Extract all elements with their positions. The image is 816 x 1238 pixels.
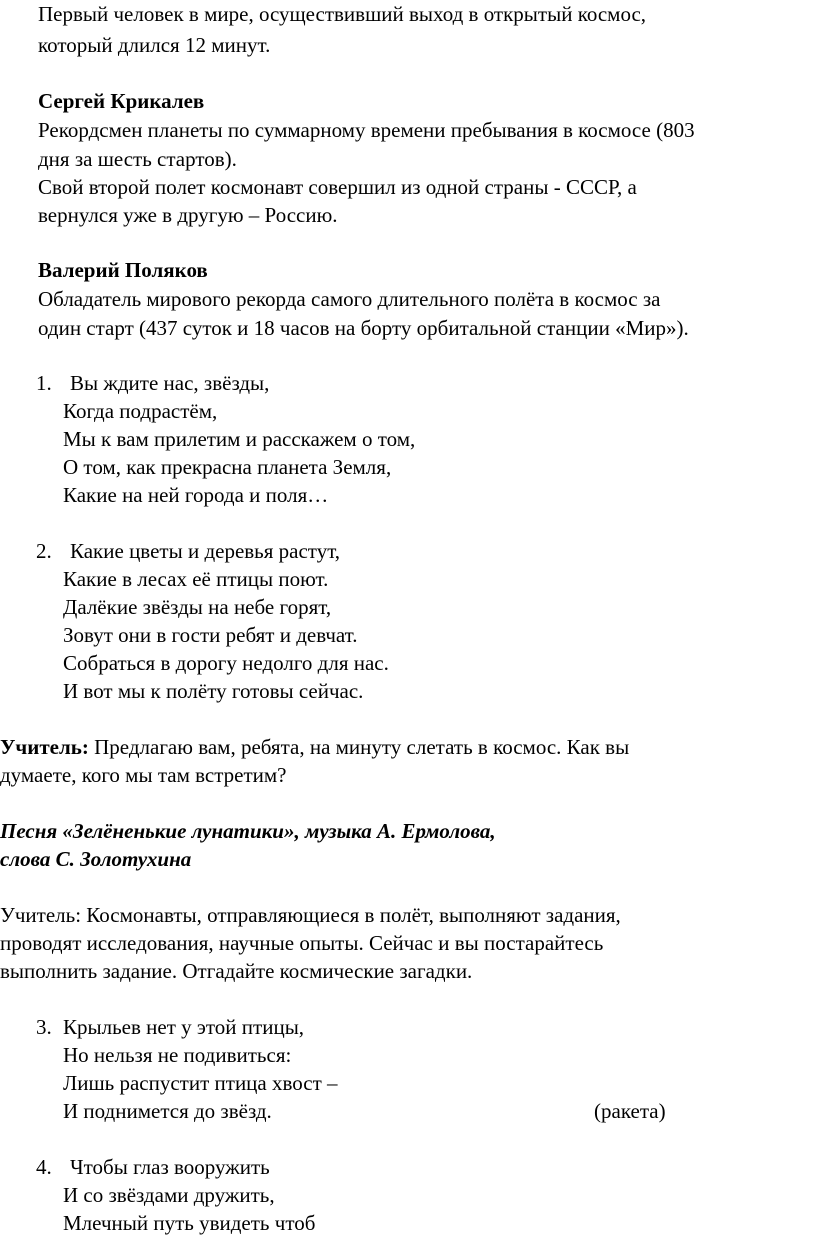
teacher-2-line-1: Учитель: Космонавты, отправляющиеся в полёт, выполняют задания, (0, 903, 621, 927)
polyakov-name: Валерий Поляков (38, 258, 208, 282)
krikalev-line-3: Свой второй полет космонавт совершил из одной страны - СССР, а (38, 175, 637, 199)
riddle-3-line: Но нельзя не подивиться: (63, 1043, 292, 1067)
teacher-label: Учитель: (0, 735, 89, 759)
riddle-3-line: Крыльев нет у этой птицы, (63, 1015, 305, 1039)
poem-2-line: Собраться в дорогу недолго для нас. (63, 651, 389, 675)
poem-2-number: 2. (36, 539, 52, 563)
teacher-1-line-2: думаете, кого мы там встретим? (0, 763, 287, 787)
poem-2-line: Какие цветы и деревья растут, (70, 539, 341, 563)
poem-1-number: 1. (36, 371, 52, 395)
krikalev-line-1: Рекордсмен планеты по суммарному времени пребывания в космосе (803 (38, 118, 695, 142)
riddle-4-line: Чтобы глаз вооружить (70, 1155, 270, 1179)
riddle-4-number: 4. (36, 1155, 52, 1179)
poem-1-line: О том, как прекрасна планета Земля, (63, 455, 392, 479)
poem-1-line: Когда подрастём, (63, 399, 218, 423)
polyakov-line-1: Обладатель мирового рекорда самого длительного полёта в космос за (38, 287, 661, 311)
teacher-1-text: Предлагаю вам, ребята, на минуту слетать в космос. Как вы (88, 735, 630, 759)
krikalev-line-2: дня за шесть стартов). (38, 147, 237, 171)
krikalev-line-4: вернулся уже в другую – Россию. (38, 203, 338, 227)
poem-1-line: Какие на ней города и поля… (63, 483, 329, 507)
poem-2-line: И вот мы к полёту готовы сейчас. (63, 679, 364, 703)
song-title-line-2: слова С. Золотухина (0, 847, 192, 871)
poem-1-line: Мы к вам прилетим и расскажем о том, (63, 427, 416, 451)
intro-line-2: который длился 12 минут. (38, 33, 271, 57)
poem-2-line: Зовут они в гости ребят и девчат. (63, 623, 358, 647)
riddle-3-answer: (ракета) (594, 1099, 666, 1123)
poem-2-line: Далёкие звёзды на небе горят, (63, 595, 332, 619)
song-title-line-1: Песня «Зелёненькие лунатики», музыка А. Ермолова, (0, 819, 496, 843)
poem-2-line: Какие в лесах её птицы поют. (63, 567, 329, 591)
riddle-4-line: И со звёздами дружить, (63, 1183, 275, 1207)
riddle-3-number: 3. (36, 1015, 52, 1039)
riddle-4-line: Млечный путь увидеть чтоб (63, 1211, 316, 1235)
intro-line-1: Первый человек в мире, осуществивший выход в открытый космос, (38, 2, 647, 26)
riddle-3-line: Лишь распустит птица хвост – (63, 1071, 338, 1095)
teacher-1-line-1 (0, 733, 629, 761)
riddle-3-line: И поднимется до звёзд. (63, 1099, 272, 1123)
teacher-2-line-2: проводят исследования, научные опыты. Сейчас и вы постарайтесь (0, 931, 604, 955)
poem-1-line: Вы ждите нас, звёзды, (70, 371, 270, 395)
krikalev-name: Сергей Крикалев (38, 89, 205, 113)
teacher-2-line-3: выполнить задание. Отгадайте космические загадки. (0, 959, 473, 983)
polyakov-line-2: один старт (437 суток и 18 часов на борту орбитальной станции «Мир»). (38, 316, 689, 340)
